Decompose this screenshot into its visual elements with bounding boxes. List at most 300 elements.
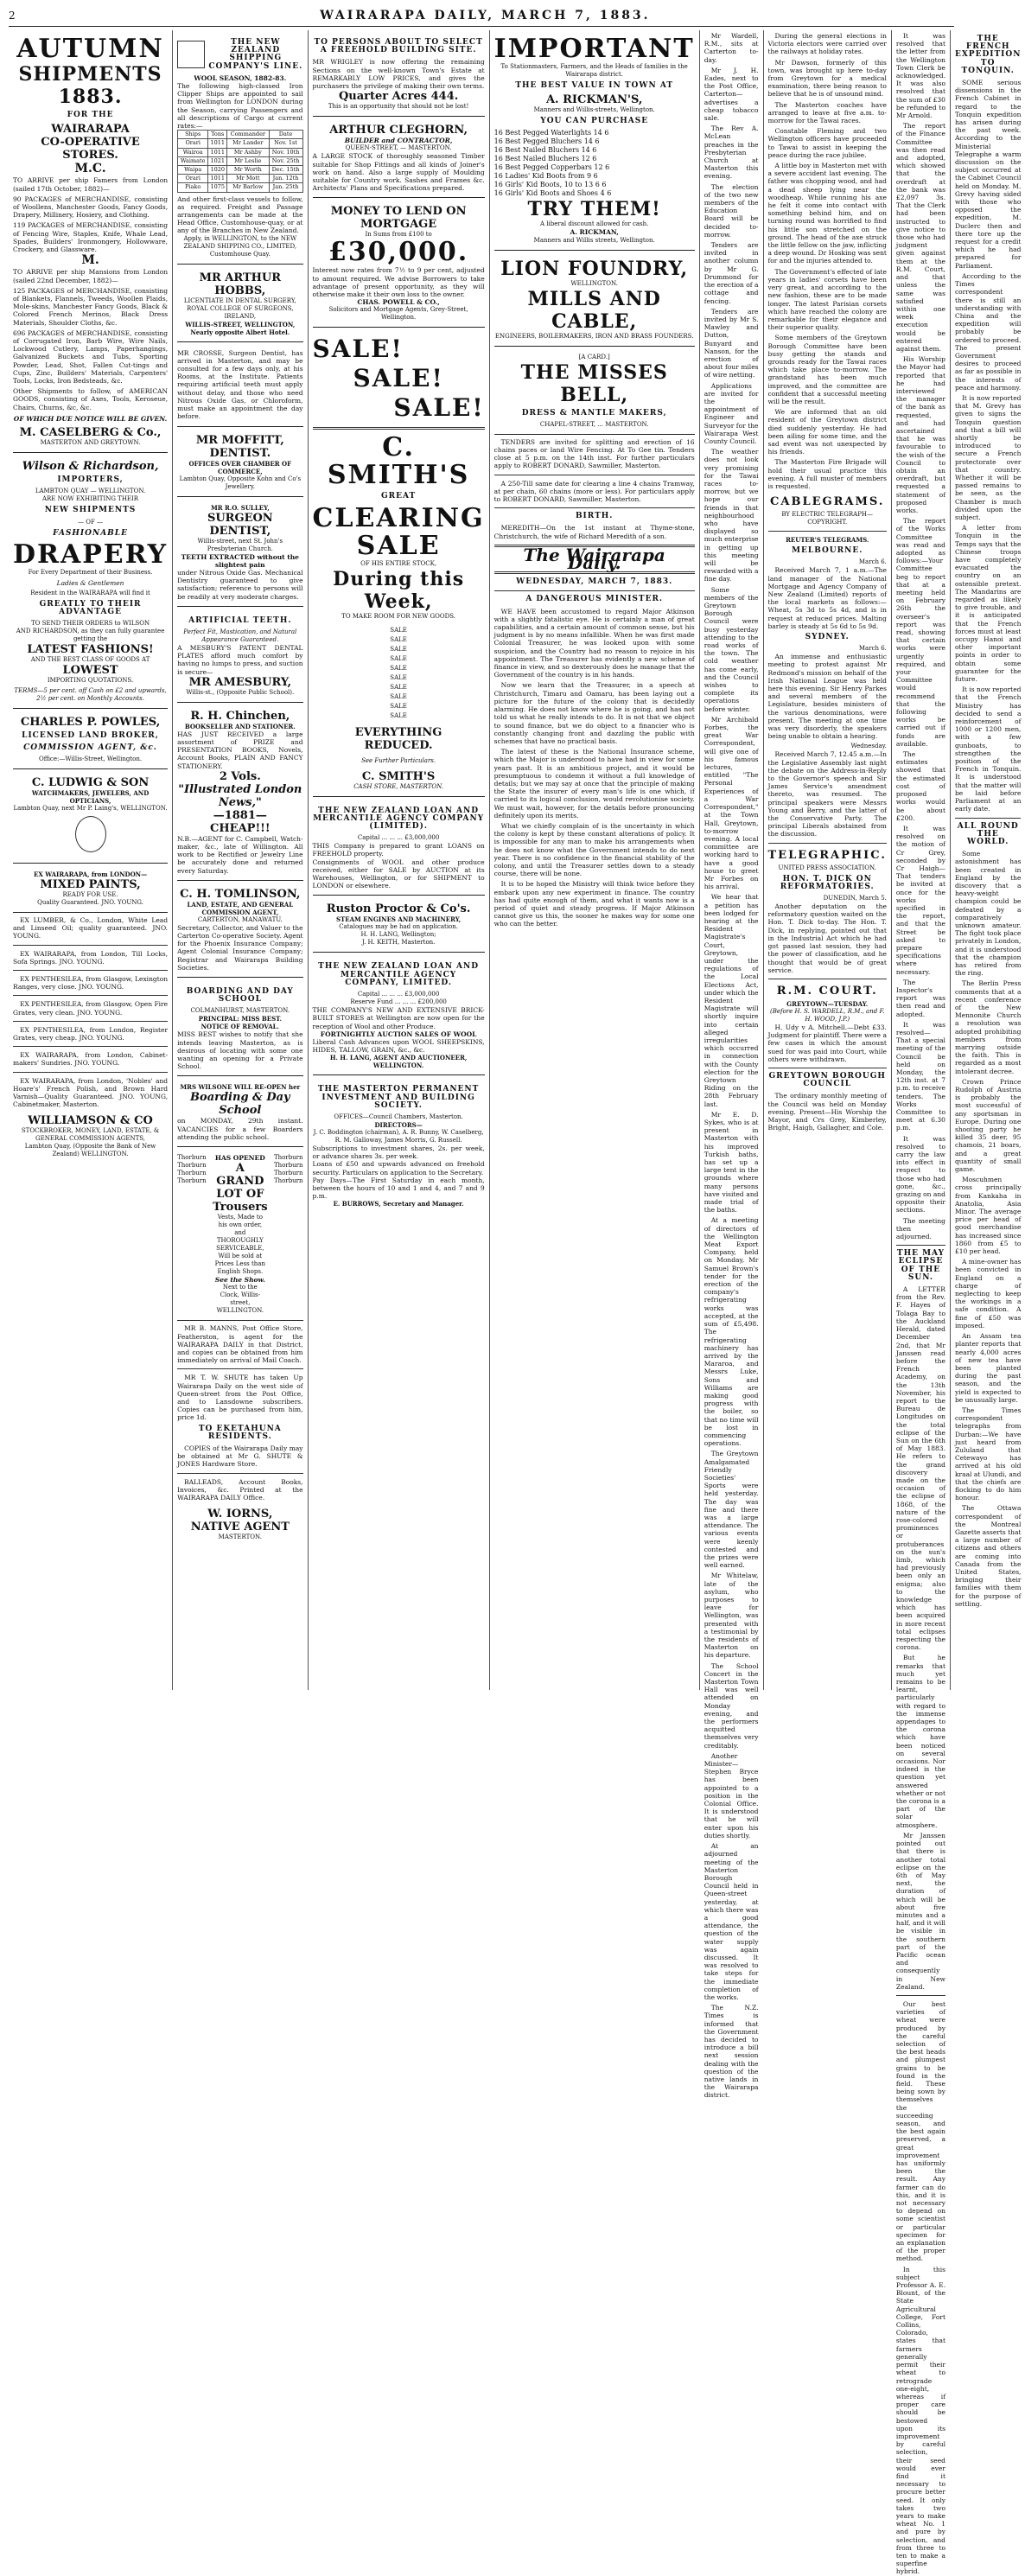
catalogues: Catalogues may be had on application. (339, 923, 459, 931)
list-item: 16 Girls' Kid Boots and Shoes 4 6 (493, 189, 612, 198)
news-paragraph: The Masterton coaches have arranged to leave at five a.m. to-morrow for the Tawai races. (767, 100, 887, 125)
drapery: DRAPERY (13, 539, 169, 570)
importers: IMPORTERS, (57, 475, 124, 485)
powles-name: CHARLES P. POWLES, (20, 716, 161, 730)
news-paragraph: The Times correspondent telegraphs from Durban:—We have just heard from Zululand that Cetewayo has arrived at his old kraal at Ulundi, and that the chiefs are flocking to do him honour. (954, 1406, 1022, 1502)
engineers: ENGINEERS, BOILERMAKERS, IRON AND BRASS FOUNDERS. (494, 332, 694, 340)
divider (955, 818, 1021, 819)
steam-engines: STEAM ENGINES AND MACHINERY, (335, 915, 462, 924)
balleads-notice: BALLEADS, Account Books, Invoices, &c. Printed at the WAIRARAPA DAILY Office. (177, 1477, 303, 1502)
williamson-location: Lambton Quay, (Opposite the Bank of New Zealand) WELLINGTON. (24, 1143, 156, 1158)
ex-wairarapa-4: EX WAIRARAPA, from London, 'Nobles' and Hoare's' French Polish, and Brown Hard Varnish—Quality Guaranteed. JNO. YOUNG, Cabinetmaker, Masterton. (13, 1076, 169, 1109)
ad-misses-bell (494, 350, 695, 435)
try-them: TRY THEM! (527, 198, 661, 221)
masthead-title: WAIRARAPA DAILY, MARCH 7, 1883. (320, 9, 651, 22)
terms: TERMS—5 per cent. off Cash on £2 and upwards, 2½ per cent. on Monthly Accounts. (14, 687, 167, 703)
by-electric: BY ELECTRIC TELEGRAPH—COPYRIGHT. (781, 511, 874, 526)
ad-moffitt (177, 430, 302, 497)
news-paragraph: The estimates showed that the estimated cost of proposed works would be about £200. (895, 750, 945, 822)
cooperative-title: CO-OPERATIVE (41, 136, 140, 150)
news-paragraph: The meeting then adjourned. (895, 1216, 945, 1241)
two-vols: 2 Vols. (219, 769, 261, 783)
tomlinson-name: C. H. TOMLINSON, (180, 887, 301, 901)
grand-lot: A GRAND LOT OF Trousers (213, 1162, 268, 1215)
tomlinson-role: LAND, ESTATE, AND GENERAL COMMISSION AGENT, (187, 900, 294, 916)
ad-building-society (313, 1079, 485, 1213)
best-class: AND THE BEST CLASS OF GOODS AT (30, 656, 150, 664)
williamson-role: STOCKBROKER, MONEY, LAND, ESTATE, & GENERAL COMMISSION AGENTS, (21, 1127, 160, 1143)
important: IMPORTANT (493, 34, 695, 64)
news-paragraph: Another Minister—Stephen Bryce has been appointed to a position in the Colonial Office. It is understood that he will enter upon his duties shortly. (703, 1751, 759, 1840)
lambton: LAMBTON QUAY — WELLINGTON. (35, 488, 146, 495)
column-1 (9, 30, 173, 1690)
sale-3: SALE! (393, 393, 485, 423)
moffitt-name: MR MOFFITT, DENTIST. (195, 433, 284, 460)
new-shipments: NEW SHIPMENTS (44, 506, 137, 515)
news-paragraph: We are informed that an old resident of the Greytown district died suddenly yesterday. He had been ailing for some time, and the sad event was not unexpected by his friends. (767, 408, 887, 456)
removal-notice: NOTICE OF REMOVAL. (201, 1023, 279, 1031)
news-paragraph: The N.Z. Times is informed that the Government has decided to introduce a bill next session dealing with the question of the native lands in the Wairarapa district. (703, 2004, 759, 2100)
news-paragraph: Mr Whitelaw, late of the asylum, who purposes to leave for Wellington, was presented with a testimonial by the residents of Masterton on his departure. (703, 1572, 759, 1660)
divider (177, 1368, 302, 1369)
ex-wairarapa: EX WAIRARAPA, from LONDON— (34, 870, 148, 878)
list-item: 16 Best Pegged Bluchers 14 6 (493, 137, 600, 146)
powles-office: Office:—Willis-Street, Wellington. (38, 755, 143, 762)
divider (768, 843, 887, 844)
keith: J. H. KEITH, Masterton. (361, 939, 436, 947)
iorns-location: MASTERTON. (218, 1533, 262, 1541)
ex-penthesilea-3: EX PENTHESILEA, from London, Register Grates, very cheap. JNO. YOUNG. (13, 1025, 169, 1042)
subscriptions: Subscriptions to investment shares, 2s. per week, or advance shares 3s. per week. (312, 1144, 485, 1161)
hobbs-location: WILLIS-STREET, WELLINGTON, Nearly opposite Albert Hotel. (185, 320, 296, 336)
packages-2: 119 PACKAGES of MERCHANDISE, consisting of Fencing Wire, Staples, Knife, Whale Lead, Spades, Builders' Ironmongery, Hollowware, Crockery, and Glassware. (13, 221, 169, 254)
crosse-text: MR CROSSE, Surgeon Dentist, has arrived in Masterton, and may be consulted for a few days only, at his Rooms, at the Institute. Patients requiring artificial teeth must apply without delay, and those who need Nitrous Oxide Gas, or Chloroform, must make an appointment the day before. (177, 348, 303, 421)
sydney-text: An immense and enthusiastic meeting to protest against Mr Redmond's mission on behalf of the Irish National League was held here this evening. Sir Henry Parkes and several members of the Legislature, besides ministers of the various denominations, were present. The meeting at one time was very disorderly, the speakers being unable to obtain a hearing. (767, 653, 887, 741)
divider (896, 1995, 945, 1996)
article-paragraph: What we chiefly complain of is the uncertainty in which the colony is kept by these constant alterations of policy. It is impossible for any man to make his arrangements when he does not know what the Government intends to do next year. There is no confidence in the financial stability of the colony, and until the Treasurer settles down to a steady course, there will be none. (493, 821, 695, 878)
reserve-fund: Reserve Fund ... ... ... £200,000 (350, 998, 447, 1006)
chapel-street: CHAPEL-STREET, ... MASTERTON. (539, 420, 649, 428)
just-received: HAS JUST RECEIVED a large assortment of PRIZE and PRESENTATION BOOKS, Novels, Account Books, PLAIN AND FANCY STATIONERY. (177, 730, 303, 770)
iorns-name: W. IORNS, (207, 1508, 273, 1521)
cleghorn-text: A LARGE STOCK of thoroughly seasoned Timber suitable for Shop Fittings and all kinds of Joiner's work on hand. Also a large supply of Moulding suitable for Country work. Sashes and Frames &c. Architects' Plans and Specifications prepared. (312, 152, 485, 193)
news-paragraph: During the general elections in Victoria electors were carried over the railways at holiday rates. (767, 32, 887, 56)
loans-of: Loans of £50 and upwards advanced on freehold security. Particulars on application to the Secretary. (312, 1160, 485, 1176)
see-show: See the Show. (214, 1276, 265, 1285)
rm-court-heading: R.M. COURT. (776, 984, 878, 998)
dick-heading: HON. T. DICK ON REFORMATORIES. (780, 874, 875, 891)
clearing: CLEARING (312, 502, 485, 533)
divider (494, 507, 695, 508)
borough-text: The ordinary monthly meeting of the Council was held on Monday evening. Present—His Worship the Mayor, and Crs Grey, Kimberley, Bright, Haigh, Gallagher, and Cole. (767, 1092, 887, 1132)
consignments: Consignments of WOOL and other produce received, either for SALE by AUCTION at its Warehouses, Wellington, or for SHIPMENT to LONDON or elsewhere. (312, 858, 485, 890)
wairarapa-title: WAIRARAPA (51, 123, 130, 137)
shipping-more: And other first-class vessels to follow, as required. Freight and Passage arrangements can be made at the Head Office, Customhouse-quay, or at any of the Branches in New Zealand. (177, 194, 303, 235)
column-6 (764, 30, 892, 1690)
of-entire: OF HIS ENTIRE STOCK, (360, 559, 437, 567)
rickman-name: A. RICKMAN'S, (545, 93, 643, 107)
arrive-text: TO ARRIVE per ship Famers from London (sailed 17th October, 1882)— (13, 176, 169, 193)
licentiate: LICENTIATE IN DENTAL SURGERY, ROYAL COLLEGE OF SURGEONS, IRELAND, (183, 296, 296, 320)
news-paragraph: The report of the Works Committee was read and adopted as follows:—Your Committee beg to report that at a meeting held on February 26th the overseer's report was read, showing that certain works were urgently required, and your Committee would recommend that the following works be carried out if funds are available. (895, 517, 945, 748)
powles-role-2: COMMISSION AGENT, &c. (23, 743, 157, 752)
leader-article (494, 608, 695, 928)
news-paragraph: The Berlin Press comments that at a recent conference of the New Mennonite Church a resolution was adopted prohibiting members from marrying outside the faith. This is regarded as a most intolerant decree. (954, 979, 1022, 1075)
to-stationers: To Stationmasters, Farmers, and the Heads of families in the Wairarapa district. (500, 63, 688, 78)
ad-cooperative-stores (13, 32, 168, 453)
news-paragraph: According to the Times correspondent there is still an understanding with China and the expedition will probably be ordered to proceed. The present Government desires to proceed as far as possible in the interests of peace and harmony. (954, 271, 1022, 392)
caselberg-name: M. CASELBERG & Co., (19, 426, 162, 440)
tomlinson-text: Secretary, Collector, and Valuer to the Carterton Co-operative Society. Agent for the Phoenix Insurance Company; Agent Colonial Insurance Company; Registrar and Wairarapa Building Societies. (177, 923, 303, 972)
divider (13, 1072, 168, 1073)
in-sums: In Sums from £100 to (365, 231, 432, 239)
news-paragraph: Mr Dawson, formerly of this town, was brought up here to-day from Greytown for a medical examination, there being reason to believe that he is of unsound mind. (767, 58, 887, 99)
sulley-location: Willis-street, next St. John's Presbyterian Church. (197, 537, 283, 552)
article-paragraph: It is to be hoped the Ministry will think twice before they embark upon any new experiment in finance. The country has had quite enough of them, and what it wants now is a period of quiet and steady progress. If Major Atkinson cannot give us this, the sooner he makes way for some one who can the better. (493, 880, 695, 928)
wellington-text: Received March 7, 12.45 a.m.—In the Legislative Assembly last night the debate on the Address-in-Reply to the Governor's speech and Sir James Service's amendment thereto, was resumed. The principal speakers were Messrs Young and Berry, and the latter of the Conservative Party. The principal Liberals abstained from the discussion. (767, 750, 887, 838)
dunedin-date: DUNEDIN, March 5. (823, 895, 887, 902)
moffitt-location: Lambton Quay, Opposite Kohn and Co's Jewellery. (179, 475, 302, 490)
ad-lion-foundry (494, 254, 695, 347)
boarding-day-school: Boarding & Day School (190, 1091, 290, 1118)
table-row: Orari 1011 Mr Lander Nov. 1st (178, 139, 302, 148)
ad-tomlinson (177, 884, 302, 978)
mixed-paints: MIXED PAINTS, (40, 877, 141, 891)
news-paragraph: We hear that a petition has been lodged for hearing at the Resident Magistrate's Court, Greytown, under the regulations of the Local Elections Act, under which the Resident Magistrate will shortly inquire into certain alleged irregularities which occurred in connection with the County election for the Greytown Riding on the 28th February last. (703, 893, 759, 1108)
tomlinson-location: CARTERTON, MANAWATU. (197, 915, 283, 923)
native-agent: NATIVE AGENT (190, 1521, 290, 1534)
united-press: UNITED PRESS ASSOCIATION. (778, 864, 876, 871)
ad-williamson (13, 1111, 168, 1164)
perfect-fit: Perfect Fit, Mastication, and Natural Appearance Guaranteed. (183, 628, 297, 643)
to-persons: TO PERSONS ABOUT TO SELECT A FREEHOLD BUILDING SITE. (314, 38, 483, 55)
table-header: Tons (208, 131, 227, 139)
thorburn-right: Thorburn Thorburn Thorburn Thorburn (273, 1154, 303, 1185)
other-shipments: Other Shipments to follow, of AMERICAN GOODS, consisting of Axes, Tools, Keroseue, Chairs, Churns, &c, &c. (13, 387, 169, 411)
great: GREAT (381, 492, 417, 501)
ruston-name: Ruston Proctor & Co's. (326, 902, 471, 916)
table-header: Ships (178, 131, 208, 139)
ad-sulley (177, 501, 302, 607)
fortnightly: FORTNIGHTLY AUCTION SALES OF WOOL (320, 1030, 477, 1038)
ad-ruston (313, 899, 485, 953)
williamson-name: WILLIAMSON & CO (28, 1114, 153, 1128)
pay-days: Pay Days—The First Saturday in each month, between the hours of 10 and 1 and 4, and 7 and 9 p.m. (312, 1176, 485, 1201)
melbourne-text: Received March 7, 1 a.m.—The land manager of the National Mortgage and Agency Company of New Zealand (Limited) reports of the local markets as follows:—Wheat, 5s 3d to 5s 4d, and is in request at reduced prices. Malting barley is steady at 5s 6d to 5s 9d. (767, 566, 887, 630)
news-paragraph: A letter from Tonquin in the Temps says that the Chinese troops have completely evacuated the country on an ostensible pretext. The Mandarins are regarded as likely to give trouble, and it is anticipated that the French forces must at least occupy Hanoi and other important points in order to obtain some guarantee for the future. (954, 524, 1022, 684)
agent-notices (177, 1324, 302, 1502)
news-paragraph: It is now reported that M. Grevy has given to signs the Tonquin question and that a bill will shortly be introduced to secure a French protectorate over that country. Whether it will be passed remains to be seen, as the Chamber is much divided upon the subject. (954, 393, 1022, 521)
sale-4: SALE (356, 530, 441, 561)
lion-foundry: LION FOUNDRY, (500, 257, 689, 280)
ad-powles (13, 712, 168, 768)
news-paragraph: Some astonishment has been created in England by the discovery that a heavy-weight champion could be defeated by a comparatively unknown amateur. The fight took place privately in London, and it is understood that the champion has retired from the ring. (954, 850, 1022, 978)
ad-ludwig (13, 773, 168, 864)
ready-for-use: READY FOR USE. (62, 890, 118, 898)
divider (494, 590, 695, 591)
list-item: 16 Best Pegged Copperbars 12 6 (493, 163, 610, 172)
everything: EVERYTHING (354, 725, 442, 739)
birth-text: MEREDITH—On the 1st instant at Thyme-stone, Christchurch, the wife of Richard Meredith of a son. (493, 524, 695, 540)
teeth-extracted: TEETH EXTRACTED without the slightest pain (181, 552, 299, 569)
reduced: REDUCED. (364, 738, 433, 752)
wool-season: WOOL SEASON, 1882-83. (194, 73, 287, 82)
news-paragraph: Mr Wardell, R.M., sits at Carterton to-day. (703, 32, 759, 64)
packages-1: 90 PACKAGES of MERCHANDISE, consisting of Woollens, Manchester Goods, Fancy Goods, Drapery, Millinery, Hosiery, and Clothing. (13, 194, 169, 220)
news-paragraph: The Rev A. McLean preaches in the Presbyterian Church at Masterton this evening. (703, 124, 759, 181)
ad-nz-loan-2 (313, 956, 485, 1075)
wednesday-date: WEDNESDAY, MARCH 7, 1883. (516, 577, 673, 587)
tender-notices (494, 438, 695, 540)
are-now: ARE NOW EXHIBITING THEIR (41, 495, 139, 503)
cleghorn-name: ARTHUR CLEGHORN, (329, 124, 468, 137)
news-paragraph: Tenders are invited by Mr S. Mawley and Dutton, Bunyard and Nanson, for the erection of about four miles of wire netting. (703, 307, 759, 379)
see-further: See Further Particulars. (361, 756, 436, 764)
sydney-heading: SYDNEY. (805, 633, 850, 641)
tenders-2: A 250-Till same date for clearing a line 4 chains Tramway, at per chain, 60 chains (more or less). For particulars apply to ROBERT DONARD, Sawmiller, Masterton. (493, 479, 695, 504)
rickman-location: Manners and Willis-streets, Wellington. (533, 106, 655, 114)
news-paragraph: It was resolved to carry the law into effect in respect to those who had gone, &c., grazing on and opposite their sections. (895, 1134, 945, 1215)
latest-fashions: LATEST FASHIONS! (27, 643, 154, 657)
ludwig-location: Lambton Quay, next Mr P. Laing's, WELLINGTON. (13, 804, 168, 812)
best-text: MISS BEST wishes to notify that she intends leaving Masterton, as is desirous of locating with some one wanting an opening for a Private School. (177, 1030, 303, 1071)
wheat-text-2: In this subject Professor A. E. Blount, of the State Agricultural College, Fort Collins, Colorado, states that farmers generally permit their wheat to retrograde one-eight, whereas if proper care should be bestowed upon its improvement by careful selection, their seed would ever find it necessary to procure better seed. It only takes two years to make wheat No. 1 and pure by selection, and from three to ten to make a superfine hybrid. (895, 2265, 945, 2576)
news-paragraph: The election of the two new members of the Education Board will be decided to-morrow. (703, 182, 759, 239)
list-item: 16 Best Nailed Bluchers 12 6 (493, 155, 597, 163)
article-paragraph: Now we learn that the Treasurer, in a speech at Christchurch, Timaru and Oamaru, has been laying out a picture for the future of the colony that is decidedly alarming. He does not know where he is going, and has not told us what he really intends to do. It is not that we object to sound finance, but we do object to a financier who is constantly changing front and dazzling the public with schemes that have no practical basis. (493, 681, 695, 745)
wilson-name: Wilson & Richardson, (22, 460, 159, 474)
cleghorn-role: BUILDER and CONTRACTOR, (344, 137, 453, 145)
list-item: 16 Ladies' Kid Boots from 9 6 (493, 172, 598, 181)
on-monday: on MONDAY, 29th instant. VACANCIES for a few Boarders attending the public school. (177, 1117, 303, 1141)
borough-continued (896, 32, 945, 1240)
news-paragraph: An Assam tea planter reports that nearly 4,000 acres of new tea have been planted during the past season, and the yield is expected to be unusually large. (954, 1332, 1022, 1404)
sale-1: SALE! (312, 335, 404, 364)
ad-money-lend (313, 201, 485, 328)
amesbury-name: MR AMESBURY, (188, 675, 291, 689)
sulley-name: MR R.O. SULLEY, (210, 503, 270, 512)
page-number: 2 (9, 10, 16, 22)
to-make-room: TO MAKE ROOM FOR NEW GOODS. (341, 612, 455, 620)
smith-name-2: C. SMITH'S (361, 769, 436, 783)
news-paragraph: At an adjourned meeting of the Masterton Borough Council held in Queen-street yesterday, at which there was a good attendance, the question of the water supply was again discussed. It was resolved to take steps for the immediate completion of the works. (703, 1842, 759, 2001)
news-paragraph: Some members of the Greytown Borough Council were busy yesterday attending to the road works of the town. The cold weather has come early, and the Council wishes to complete its operations before winter. (703, 585, 759, 713)
boarding-title: BOARDING AND DAY SCHOOL (186, 986, 294, 1004)
reuters: REUTER'S TELEGRAMS. (786, 536, 869, 545)
card-label: [A CARD.] (578, 353, 610, 360)
offices-over: OFFICES OVER CHAMBER OF COMMERCE, (188, 459, 292, 475)
news-paragraph: SOME serious dissensions in the French Cabinet in regard to the Tonquin expedition has arisen during the past week. According to the Ministerial Telegraphe a warm discussion on the subject occurred at the Cabinet Council held on Monday. M. Grevy having sided with those who opposed the expedition, M. Duclerc then and there tore up the request for a credit which he had prepared for Parliament. (954, 79, 1022, 270)
news-paragraph: Mr E. D. Sykes, who is at present in Masterton with his improved Turkish baths, has set up a large tent in the grounds where many persons have visited and made trial of the baths. (703, 1110, 759, 1215)
sale-2: SALE! (353, 364, 444, 393)
of-label: — OF — (78, 518, 104, 526)
list-item: 16 Best Nailed Bluchers 14 6 (493, 146, 597, 155)
news-paragraph: Constable Fleming and two Wellington officers have proceeded to Tawai to assist in keeping the peace during the race jubilee. (767, 127, 887, 159)
court-text: H. Udy v A. Mitchell.—Debt £33. Judgment for plaintiff. There were a few cases in which the amount sued for was paid into Court, while others were withdrawn. (767, 1023, 887, 1063)
news-paragraph: The Masterton Fire Brigade will hold their usual practice this evening. A full muster of members is requested. (767, 458, 887, 490)
divider (13, 1021, 168, 1022)
divider (768, 531, 887, 532)
lowest: LOWEST (62, 664, 118, 678)
mast-invest: THE MASTERTON PERMANENT INVESTMENT AND BUILDING SOCIETY. (317, 1085, 480, 1110)
colmanhurst: COLMANHURST, MASTERTON. (190, 1007, 290, 1015)
ad-nz-loan (313, 800, 485, 896)
table-row: Piako 1075 Mr Barlow Jan. 25th (178, 183, 302, 192)
ad-wilson-richardson (13, 456, 168, 709)
directors: DIRECTORS— (374, 1120, 423, 1129)
ad-wilsone-school (177, 1080, 302, 1147)
news-paragraph: The School Concert in the Masterton Town Hall was well attended on Monday evening, and the performers acquitted themselves very creditably. (703, 1661, 759, 1750)
sulley-text: under Nitrous Oxide Gas. Mechanical Dentistry guaranteed to give satisfaction; reference to persons will be readily at very moderate charges. (177, 568, 303, 601)
french-expedition-heading: THE FRENCH EXPEDITION TO TONQUIN. (954, 35, 1022, 75)
caselberg-location: MASTERTON AND GREYTOWN. (40, 439, 141, 447)
ludwig-trade: WATCHMAKERS, JEWELERS, AND OPTICIANS, (31, 788, 150, 805)
borough-heading: GREYTOWN BOROUGH COUNCIL (768, 1071, 886, 1089)
paper-name: The Wairarapa Daily. (523, 544, 665, 574)
article-paragraph: The latest of these is the National Insurance scheme, which the Major is understood to have had in view for some years past. It is an ambitious project, and it would be presumptuous to condemn it without a full knowledge of details; but we may say at once that the principle of making the State the insurer of every man's life is one which, if carried to its logical conclusion, would revolutionise society. We must wait, however, for the details before pronouncing definitely upon its merits. (493, 748, 695, 819)
to-ekatahuna: TO EKETAHUNA RESIDENTS. (198, 1424, 282, 1441)
offices: OFFICES—Council Chambers, Masterton. (334, 1113, 463, 1120)
ad-thorburn (177, 1151, 302, 1321)
quality: Quality Guaranteed. JNO. YOUNG. (37, 898, 143, 906)
news-paragraph: Tenders are invited in another column by Mr G. Drummond for the erection of a cottage and fencing. (703, 241, 759, 305)
lang-2: H. H. LANG, AGENT AND AUCTIONEER, WELLINGTON. (329, 1054, 468, 1070)
misses-bell: THE MISSES BELL, (520, 360, 668, 406)
dick-text: Another deputation on the reformatory question waited on the Hon. T. Dick to-day. The Hon. T. Dick, in replying, pointed out that in the Industrial Act which he had got passed last session, they had the power of classification, and he thought that would be of great service. (767, 902, 887, 974)
dangerous-minister-heading: A DANGEROUS MINISTER. (525, 595, 664, 604)
mw-mark: M. (81, 253, 99, 268)
ad-nz-shipping (177, 32, 302, 265)
table-row: Waimate 1021 Mr Leslie Nov. 25th (178, 156, 302, 165)
you-can: YOU CAN PURCHASE (540, 117, 649, 126)
lion-location: WELLINGTON. (570, 279, 618, 287)
melbourne-heading: MELBOURNE. (792, 546, 863, 556)
nzloan-title: THE NEW ZEALAND LOAN AND MERCANTILE AGENCY COMPANY (LIMITED). (313, 806, 485, 832)
news-paragraph: Applications are invited for the appointment of Engineer and Surveyor for the Wairarapa West County Council. (703, 381, 759, 445)
wool-sales: THE COMPANY'S NEW AND EXTENSIVE BRICK-BUILT STORES at Wellington are now open for the reception of Wool and other Produce. (312, 1006, 485, 1030)
news-paragraph: Mr Archibald Forbes, the great War Correspondent, will give one of his famous lectures, entitled "The Personal Experiences of a War Correspondent," at the Town Hall, Greytown, to-morrow evening. A local committee are working hard to have a good house to greet Mr Forbes on his arrival. (703, 715, 759, 891)
eclipse-heading: THE MAY ECLIPSE OF THE SUN. (896, 1249, 945, 1282)
wheat-text: Our best varieties of wheat were produced by the careful selection of the best heads and plumpest grains to be found in the field. These being sown by themselves the succeeding season, and the best again preserved, a great improvement has uniformly been the result. Any farmer can do this, and it is not necessary to depend on some scientist or particular specimen for an explanation of the proper method. (895, 1999, 945, 2263)
news-paragraph: Some members of the Greytown Borough Committee have been busy getting the stands and grounds ready for the Tawai races which take place to-morrow. The grandstand has been much improved, and the committee are confident that a successful meeting will be the result. (767, 334, 887, 405)
ad-wrigley (313, 32, 485, 117)
wrigley-text: MR WRIGLEY is now offering the remaining Sections on the well-known Town's Estate at REMARKABLY LOW PRICES, and gives the purchasers the privilege of making their own terms. (312, 58, 485, 91)
autumn-title: AUTUMN (16, 34, 164, 64)
ad-iorns (177, 1504, 302, 1546)
hobbs-name: MR ARTHUR HOBBS, (199, 271, 282, 297)
bookseller: BOOKSELLER AND STATIONER. (184, 722, 296, 730)
money-lend-title: MONEY TO LEND ON MORTGAGE (330, 205, 467, 232)
sydney-date: March 6. (858, 645, 887, 653)
column-2 (173, 30, 308, 1690)
shipping-title: THE NEW ZEALAND SHIPPING COMPANY'S LINE. (208, 38, 303, 71)
ad-crosse (177, 346, 302, 427)
chinchen-name: R. H. Chinchen, (190, 709, 290, 723)
columns (9, 30, 1022, 2576)
ad-smith-sale (313, 331, 485, 796)
burrows: E. BURROWS, Secretary and Manager. (333, 1200, 464, 1208)
has-opened: HAS OPENED (214, 1154, 265, 1163)
eclipse-text-2: But he remarks that much yet remains to be learnt, particularly with regard to the immense appendages to the corona which have been noticed on several occasions. Nor indeed is the question yet answered whether or not the corona is a part of the solar atmosphere. (895, 1654, 945, 1829)
news-paragraph: His Worship the Mayor had reported that he had interviewed the manager of the bank as requested, and had ascertained that he was favourable to the wish of the Council to obtain an overdraft, but requested a statement of proposed works. (895, 355, 945, 514)
artificial-teeth: ARTIFICIAL TEETH. (188, 615, 292, 625)
cablegrams-heading: CABLEGRAMS. (770, 495, 885, 509)
divider (177, 1473, 302, 1474)
price-list (494, 129, 695, 198)
news-paragraph: The Ottawa correspondent of the Montreal Gazette asserts that a large number of citizens and others are coming into Canada from the United States, bringing their families with them for the purpose of settling. (954, 1504, 1022, 1608)
illustrated-london: "Illustrated London News," (178, 782, 302, 809)
before-magistrates: (Before H. S. WARDELL, R.M., and F. H. WOOD, J.P.) (769, 1007, 885, 1023)
ad-boarding-school (177, 981, 302, 1076)
ad-arthur-hobbs (177, 268, 302, 342)
vests-text: Vests, Made to his own order, and THOROUGHLY SERVICEABLE, Will be sold at Prices Less than English Shops. (214, 1214, 265, 1276)
thorburn-left: Thorburn Thorburn Thorburn Thorburn (177, 1154, 207, 1185)
capital-2: Capital ... ... ... £3,000,000 (357, 991, 440, 998)
divider (313, 427, 485, 430)
powles-role: LICENSED LAND BROKER, (22, 731, 159, 741)
apply-text: Apply, in WELLINGTON, to the NEW ZEALAND SHIPPING CO., LIMITED, Customhouse Quay. (183, 234, 297, 258)
melbourne-date: March 6. (858, 558, 887, 566)
masthead (9, 5, 954, 27)
next-clock: Next to the Clock, Willis-street, WELLINGTON. (216, 1284, 264, 1315)
money-text: Interest now rates from 7½ to 9 per cent, adjusted to amount required. We advise Borrowers to take advantage of present opportunity, as they will otherwise make it their own loss to the owner. (312, 266, 485, 299)
watch-icon (75, 816, 106, 852)
lang: H. H. LANG, Wellington; (360, 931, 436, 939)
table-header: Commander (227, 131, 269, 139)
amesbury-text: A MESBURY'S PATENT DENTAL PLATES afford much comfort by having no lumps to press, and suction is secure— (177, 643, 303, 676)
news-paragraph: At a meeting of directors of the Wellington Meat Export Company, held on Monday, Mr Samuel Brown's tender for the erection of the company's refrigerating works was accepted, at the sum of £5,498. The refrigerating machinery has arrived by the Mararoa, and Messrs Luke, Sons and Williams are making good progress with the boiler, so that no time will be lost in commencing operations. (703, 1216, 759, 1448)
divider (13, 970, 168, 971)
capital: Capital ... ... ... £3,000,000 (357, 834, 440, 842)
ex-penthesilea: EX PENTHESILEA, from Glasgow, Lexington Ranges, very close. JNO. YOUNG. (13, 974, 169, 992)
rickman-location-2: Manners and Willis streets, Wellington. (533, 236, 655, 244)
year-1881: —1881— (213, 808, 267, 822)
ship-icon (177, 41, 205, 68)
surgeon-dentist: SURGEON DENTIST, (207, 511, 273, 538)
news-paragraph: Crown Prince Rudolph of Austria is probably the most successful of any sportsman in Europe. During one shooting party he killed 35 deer, 95 chamois, 21 boars, and a great quantity of small game. (954, 1077, 1022, 1174)
news-paragraph: The Inspector's report was then read and adopted. (895, 978, 945, 1018)
mc-mark: M.C. (74, 162, 106, 176)
nb-text: N.B.—AGENT for C. Campbell, Watch-maker, &c., late of Willington. All work to be Rectified or Jewelry Line be accurately done and returned every Saturday. (177, 834, 303, 875)
news-paragraph: It was resolved that the letter from the Wellington Town Clerk be acknowledged. It was also resolved that the sum of £30 be refunded to Mr Arnold. (895, 32, 945, 120)
smith-name: C. SMITH'S (327, 432, 470, 491)
wilsone-text: MRS WILSONE WILL RE-OPEN her (180, 1083, 301, 1092)
rickman-name-2: A. RICKMAN, (570, 228, 619, 237)
loans-text: THIS Company is prepared to grant LOANS on FREEHOLD property. (312, 842, 485, 858)
resident: Resident in the WAIRARAPA will find it (30, 589, 150, 596)
mills-cable: MILLS AND CABLE, (527, 287, 661, 333)
news-paragraph: The Greytown Amalgamated Friendly Societies' Sports were held yesterday. The day was fine and there was a large attendance. The various events were keenly contested and the prizes were well earned. (703, 1450, 759, 1570)
eclipse-text: A LETTER from the Rev. F. Hayes of Tolaga Bay to the Auckland Herald, dated December 2nd, that Mr Janssen read before the French Academy, on the 13th November, his report to the Bureau de Longitudes on the total eclipse of the Sun on the 6th of May 1883. He refers to the grand discovery made on the occasion of the eclipse of 1868, of the nature of the rose-colored prominences or protuberances on the sun's limb, which had previously been only an enigma; also to the knowledge which has been acquired in more recent total eclipses respecting the corona. (895, 1285, 945, 1652)
ladies: Ladies & Gentlemen (56, 578, 124, 587)
during-this-week: During this Week, (333, 567, 465, 613)
to-send: TO SEND THEIR ORDERS to WILSON (30, 620, 150, 628)
divider (13, 1046, 168, 1047)
news-paragraph: The weather does not look very promising for the Tawai races to-morrow, but we hope our friends in that neighbourhood who have displayed so much enterprise in getting up this meeting will be rewarded with a fine day. (703, 448, 759, 583)
news-paragraph: The Government's effected of late years in ladies' corsets have been very great, and according to the new fashion, these are to be made longer. The latest Parisian corsets which have reached the colony are remarkable for their elegance and their superior quality. (767, 267, 887, 332)
news-paragraph: It is now reported that the French Ministry has decided to send a reinforcement of 1000 or 1200 men, with a few gunboats, to strengthen the position of the French in Tonquin. It is understood that the matter will be laid before Parliament at an early date. (954, 685, 1022, 813)
greytown-tuesday: GREYTOWN—TUESDAY. (786, 999, 869, 1008)
ex-wairarapa-2: EX WAIRARAPA, from London, Till Locks, Sofa Springs. JNO. YOUNG. (13, 949, 169, 966)
wellington-day: Wednesday. (850, 743, 887, 750)
powell-name: CHAS. POWELL & CO., (357, 298, 440, 307)
all-round-heading: ALL ROUND THE WORLD. (957, 821, 1019, 846)
packages-3: 125 PACKAGES of MERCHANDISE, consisting of Blankets, Flannels, Tweeds, Woollen Plaids, Mole-skins, Manchester Fancy Goods, Black & Colored French Merinos, Black Dress Materials, Shoulder Cloths, &c. (13, 286, 169, 327)
table-header-row (178, 131, 302, 139)
and-rich: AND RICHARDSON, as they can fully guarantee (16, 628, 165, 635)
best-value: THE BEST VALUE IN TOWN AT (515, 81, 674, 90)
ad-rickman (494, 32, 695, 251)
